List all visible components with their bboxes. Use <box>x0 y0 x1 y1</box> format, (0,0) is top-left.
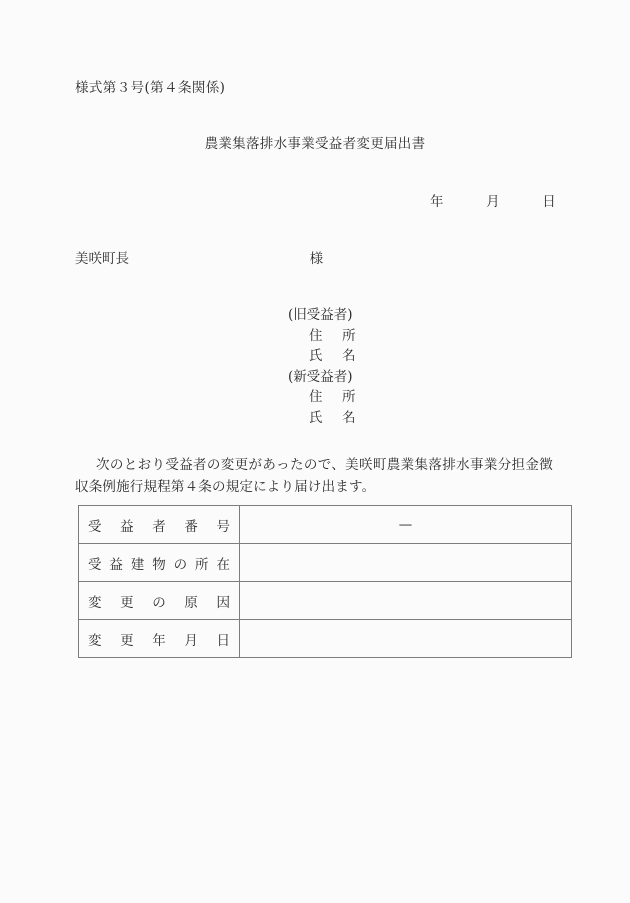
label-char: 更 <box>120 594 134 611</box>
date-line <box>430 190 556 210</box>
label-char: 日 <box>216 632 230 649</box>
row-label-change-reason <box>79 582 240 620</box>
label-char: 受 <box>88 556 102 573</box>
label-chars-building-location <box>88 553 230 573</box>
new-beneficiary-address-label-a: 住 <box>309 389 323 405</box>
party-block <box>288 305 356 428</box>
label-chars-change-reason <box>88 591 230 611</box>
old-beneficiary-address-row <box>288 326 356 347</box>
old-beneficiary-address-label-b: 所 <box>342 327 356 344</box>
form-number: 様式第３号(第４条関係) <box>75 80 226 96</box>
label-char: 更 <box>120 632 134 649</box>
row-label-beneficiary-number <box>79 506 240 544</box>
table-row <box>79 582 572 620</box>
row-label-change-date <box>79 620 240 658</box>
table-row <box>79 506 572 544</box>
date-day-label: 日 <box>542 194 556 210</box>
row-value-building-location[interactable] <box>240 544 572 582</box>
old-beneficiary-heading: (旧受益者) <box>288 307 353 323</box>
old-beneficiary-name-row <box>288 346 356 367</box>
addressee-honorific: 様 <box>309 251 324 267</box>
label-char: 物 <box>152 556 166 573</box>
label-chars-beneficiary-number <box>88 515 230 535</box>
label-char: 因 <box>216 594 230 611</box>
new-beneficiary-heading: (新受益者) <box>288 368 353 385</box>
label-char: 建 <box>130 556 145 573</box>
label-char: 者 <box>152 518 166 535</box>
label-char: 変 <box>88 632 102 649</box>
label-chars-change-date <box>88 629 230 649</box>
table-row <box>79 544 572 582</box>
new-beneficiary-address-label-b: 所 <box>342 389 356 405</box>
addressee-line <box>75 247 323 267</box>
label-char: 所 <box>195 556 209 573</box>
new-beneficiary-address-row <box>288 387 356 408</box>
beneficiary-change-table <box>78 505 572 658</box>
label-char: 年 <box>152 632 166 649</box>
label-char: 番 <box>184 518 198 535</box>
row-value-change-date[interactable] <box>240 620 572 658</box>
old-beneficiary-name-label-b: 名 <box>342 348 356 364</box>
new-beneficiary-name-row <box>288 408 356 429</box>
label-char: 益 <box>120 518 134 535</box>
label-char: 号 <box>216 518 230 535</box>
document-title: 農業集落排水事業受益者変更届出書 <box>204 136 426 152</box>
new-beneficiary-name-label-a: 氏 <box>309 409 323 426</box>
label-char: 原 <box>184 594 198 611</box>
label-char: 変 <box>88 594 102 611</box>
label-char: 月 <box>184 632 198 649</box>
table-row <box>79 620 572 658</box>
label-char: の <box>173 556 188 573</box>
row-label-building-location <box>79 544 240 582</box>
body-paragraph: 次のとおり受益者の変更があったので、美咲町農業集落排水事業分担金徴収条例施行規程第４条の規定により届け出ます。 <box>75 457 553 495</box>
old-beneficiary-address-label-a: 住 <box>309 327 323 344</box>
label-char: の <box>152 594 166 611</box>
date-year-label: 年 <box>430 194 444 210</box>
row-value-beneficiary-number[interactable]: — <box>240 506 572 544</box>
new-beneficiary-name-label-b: 名 <box>342 409 356 426</box>
addressee-name: 美咲町長 <box>75 251 129 267</box>
label-char: 益 <box>109 556 123 573</box>
old-beneficiary-name-label-a: 氏 <box>309 348 323 364</box>
label-char: 在 <box>216 556 230 573</box>
date-month-label: 月 <box>486 194 500 210</box>
label-char: 受 <box>88 518 102 535</box>
row-value-change-reason[interactable] <box>240 582 572 620</box>
